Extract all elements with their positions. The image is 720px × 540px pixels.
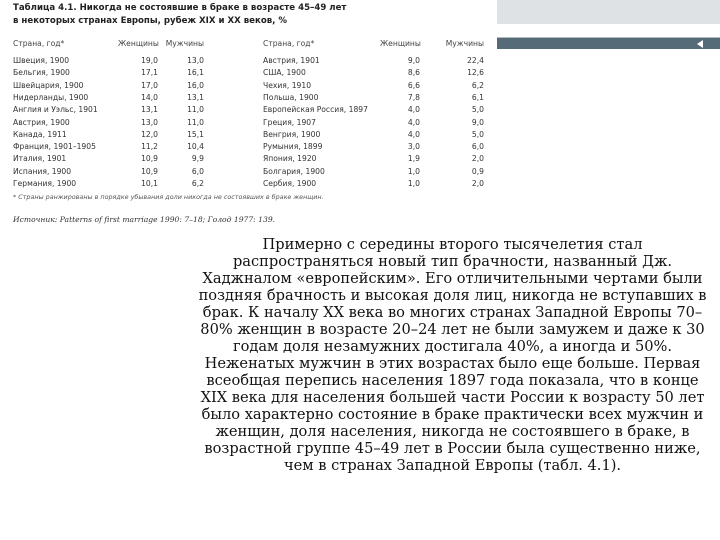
cell-country-right: Венгрия, 1900 xyxy=(263,129,321,139)
table-row xyxy=(0,178,500,189)
cell-women-right: 7,8 xyxy=(407,92,420,102)
cell-women-right: 8,6 xyxy=(407,68,420,78)
header-country-right: Страна, год* xyxy=(263,39,315,48)
decorative-header-bar xyxy=(497,0,720,24)
cell-men-left: 13,1 xyxy=(187,92,204,102)
cell-women-left: 17,0 xyxy=(141,80,158,90)
cell-country-right: Румыния, 1899 xyxy=(263,142,323,152)
cell-men-right: 6,1 xyxy=(471,92,484,102)
cell-women-right: 6,6 xyxy=(407,80,420,90)
cell-country-right: Греция, 1907 xyxy=(263,117,316,127)
table-row xyxy=(0,92,500,103)
cell-country-right: Австрия, 1901 xyxy=(263,56,320,65)
table-row xyxy=(0,117,500,128)
triangle-marker-icon xyxy=(697,40,703,48)
cell-women-right: 1,0 xyxy=(407,179,420,188)
cell-women-left: 13,0 xyxy=(141,117,158,127)
cell-country-left: Испания, 1900 xyxy=(13,166,72,176)
cell-country-left: Австрия, 1900 xyxy=(13,117,70,127)
cell-country-right: Сербия, 1900 xyxy=(263,179,317,188)
header-women-left: Женщины xyxy=(118,39,159,48)
cell-women-right: 9,0 xyxy=(407,56,420,65)
table-header-row xyxy=(0,38,500,49)
cell-men-left: 6,0 xyxy=(191,166,204,176)
cell-country-left: Канада, 1911 xyxy=(13,129,67,139)
cell-men-right: 0,9 xyxy=(471,166,484,176)
cell-country-right: США, 1900 xyxy=(263,68,306,78)
cell-country-right: Чехия, 1910 xyxy=(263,80,312,90)
cell-men-left: 16,0 xyxy=(187,80,204,90)
cell-women-left: 10,9 xyxy=(141,154,158,164)
table-scan-image xyxy=(0,0,500,232)
cell-men-right: 5,0 xyxy=(471,129,484,139)
cell-women-right: 4,0 xyxy=(407,117,420,127)
cell-women-left: 14,0 xyxy=(141,92,158,102)
cell-women-left: 10,9 xyxy=(141,166,158,176)
cell-men-right: 5,0 xyxy=(471,105,484,115)
cell-men-right: 2,0 xyxy=(471,154,484,164)
cell-women-right: 3,0 xyxy=(407,142,420,152)
header-country-left: Страна, год* xyxy=(13,39,65,48)
cell-men-left: 13,0 xyxy=(187,56,204,65)
cell-women-right: 4,0 xyxy=(407,129,420,139)
table-row xyxy=(0,55,500,66)
cell-women-right: 1,9 xyxy=(407,154,420,164)
cell-men-left: 6,2 xyxy=(191,179,204,188)
cell-men-right: 12,6 xyxy=(467,68,484,78)
cell-women-left: 19,0 xyxy=(141,56,158,65)
cell-country-left: Италия, 1901 xyxy=(13,154,67,164)
table-title-line-1: Таблица 4.1. Никогда не состоявшие в браке в возрасте 45–49 лет xyxy=(13,3,347,13)
cell-men-left: 11,0 xyxy=(187,117,204,127)
table-row xyxy=(0,129,500,140)
cell-women-left: 12,0 xyxy=(141,129,158,139)
cell-women-right: 4,0 xyxy=(407,105,420,115)
body-paragraph: Примерно с середины второго тысячелетия стал распространяться новый тип брачности, названный Дж. Хаджналом «европейским». Его отличительными чертами были поздняя брачность и высокая доля лиц, никогда не вступавших в брак. К началу XX века во многих странах Западной Европы 70–80% женщин в возрасте 20–24 лет не были замужем и даже к 30 годам доля незамужних достигала 40%, а иногда и 50%. Неженатых мужчин в этих возрастах было еще больше. Первая всеобщая перепись населения 1897 года показала, что в конце XIX века для населения большей части России к возрасту 50 лет было характерно состояние в браке практически всех мужчин и женщин, доля населения, никогда не состоявшего в браке, в возрастной группе 45–49 лет в России была существенно ниже, чем в странах Западной Европы (табл. 4.1). xyxy=(198,236,707,474)
cell-men-right: 9,0 xyxy=(471,117,484,127)
header-women-right: Женщины xyxy=(380,39,421,48)
header-men-right: Мужчины xyxy=(445,39,484,48)
table-title-line-2: в некоторых странах Европы, рубеж XIX и XX веков, % xyxy=(13,16,288,26)
table-row xyxy=(0,166,500,177)
cell-men-left: 11,0 xyxy=(187,105,204,115)
cell-country-left: Германия, 1900 xyxy=(13,179,77,188)
table-note: * Страны ранжированы в порядке убывания доли никогда не состоявших в браке женщин. xyxy=(13,193,324,201)
cell-country-right: Япония, 1920 xyxy=(263,154,317,164)
cell-country-right: Польша, 1900 xyxy=(263,92,319,102)
cell-country-left: Бельгия, 1900 xyxy=(13,68,70,78)
decorative-accent-strip xyxy=(497,38,720,49)
cell-women-left: 10,1 xyxy=(141,179,158,188)
table-row xyxy=(0,104,500,115)
cell-women-left: 11,2 xyxy=(141,142,158,152)
cell-country-left: Нидерланды, 1900 xyxy=(13,92,89,102)
cell-men-left: 10,4 xyxy=(187,142,204,152)
table-title xyxy=(13,2,346,28)
cell-country-right: Болгария, 1900 xyxy=(263,166,325,176)
header-men-left: Мужчины xyxy=(165,39,204,48)
cell-men-right: 6,0 xyxy=(471,142,484,152)
cell-men-left: 15,1 xyxy=(187,129,204,139)
cell-country-left: Швеция, 1900 xyxy=(13,56,70,65)
cell-women-left: 17,1 xyxy=(141,68,158,78)
cell-men-right: 2,0 xyxy=(471,179,484,188)
table-source: Источник: Patterns of first marriage 1990: 7–18; Голод 1977: 139. xyxy=(13,215,276,224)
cell-women-right: 1,0 xyxy=(407,166,420,176)
table-row xyxy=(0,80,500,91)
cell-men-right: 6,2 xyxy=(471,80,484,90)
table-row xyxy=(0,67,500,78)
cell-men-right: 22,4 xyxy=(467,56,484,65)
table-row xyxy=(0,153,500,164)
cell-men-left: 9,9 xyxy=(191,154,204,164)
cell-country-left: Франция, 1901–1905 xyxy=(13,142,96,152)
cell-country-right: Европейская Россия, 1897 xyxy=(263,105,368,115)
cell-women-left: 13,1 xyxy=(141,105,158,115)
table-row xyxy=(0,141,500,152)
cell-country-left: Швейцария, 1900 xyxy=(13,80,84,90)
cell-country-left: Англия и Уэльс, 1901 xyxy=(13,105,98,115)
cell-men-left: 16,1 xyxy=(187,68,204,78)
